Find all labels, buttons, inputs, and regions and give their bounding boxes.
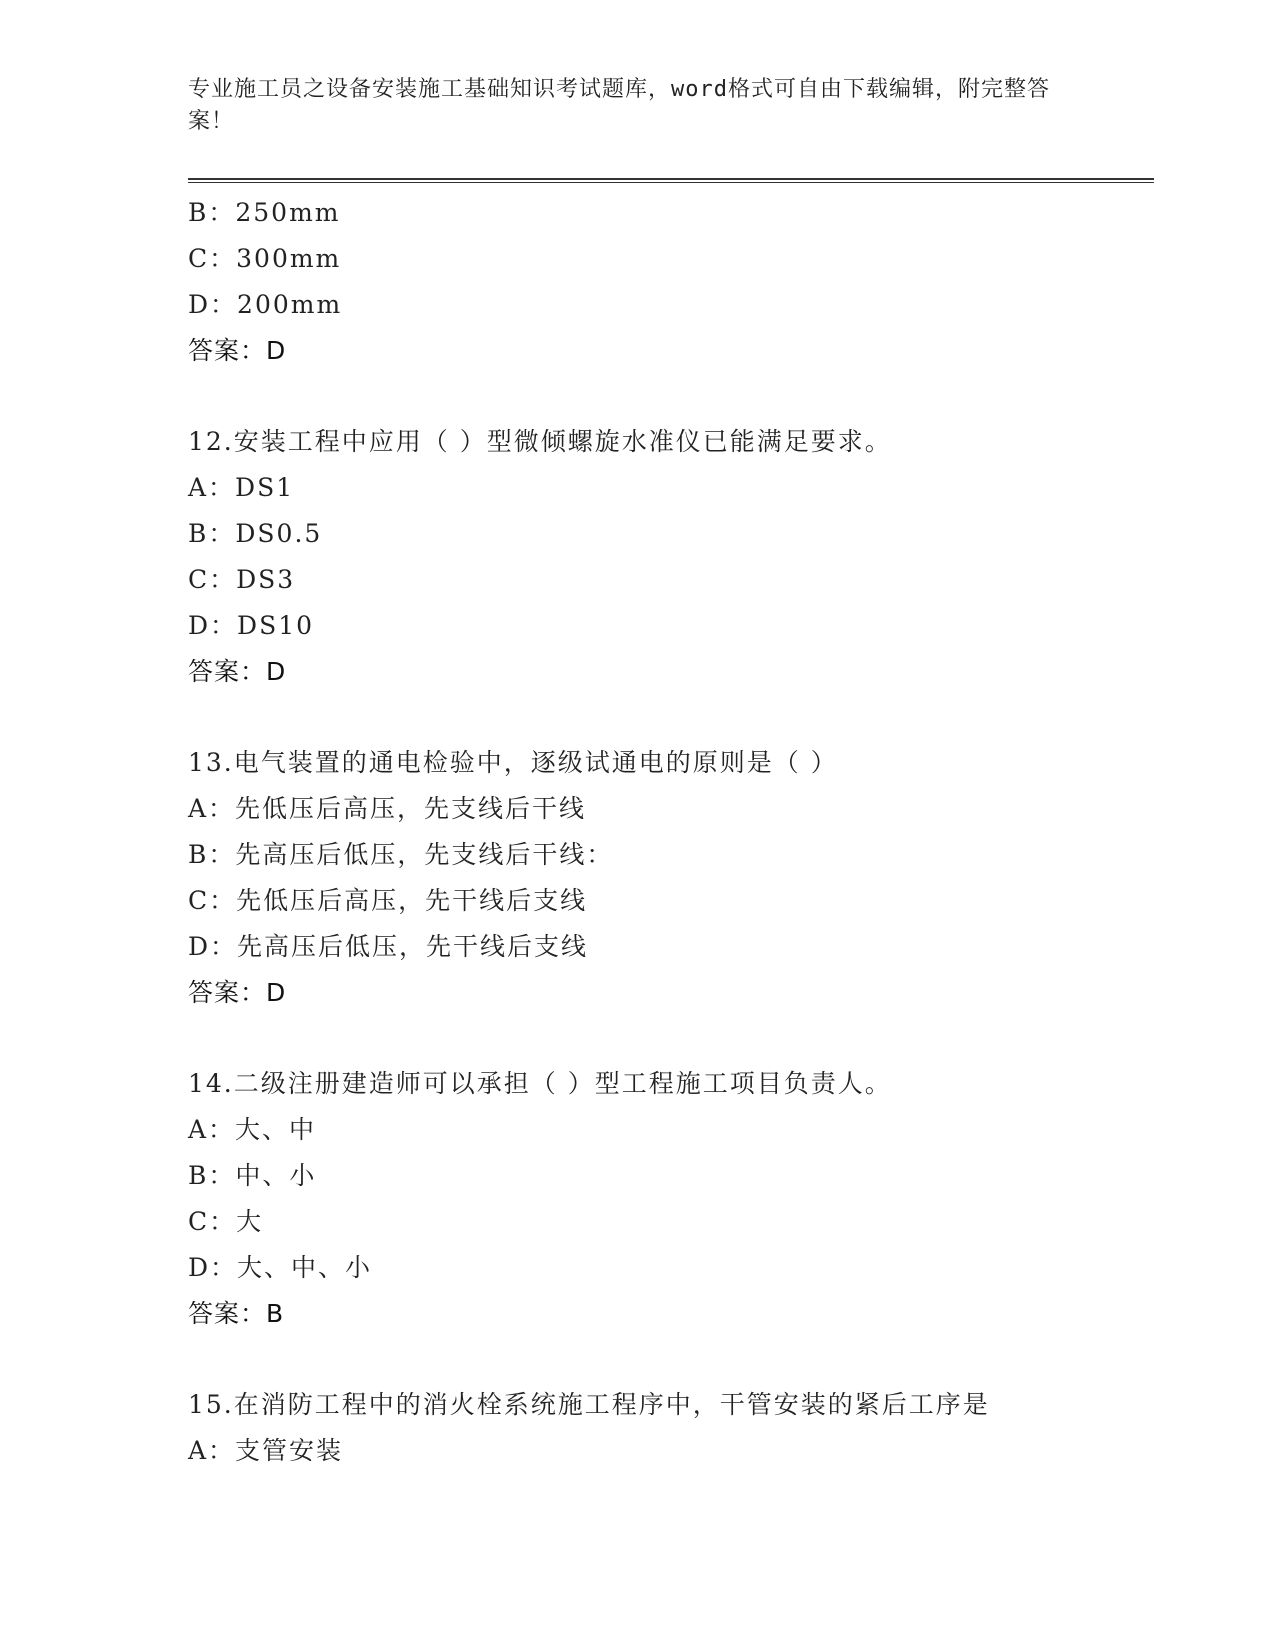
option-b: B：中、小 bbox=[188, 1161, 317, 1190]
option-c: C：DS3 bbox=[188, 565, 296, 594]
question-14 bbox=[188, 1061, 1154, 1337]
question-spacer bbox=[188, 1337, 1154, 1382]
option-c: C：300mm bbox=[188, 244, 342, 273]
option-a: A：大、中 bbox=[188, 1115, 317, 1144]
question-spacer bbox=[188, 695, 1154, 740]
question-12 bbox=[188, 419, 1154, 695]
option-a: A：DS1 bbox=[188, 473, 295, 502]
question-spacer bbox=[188, 1016, 1154, 1061]
question-stem: 15.在消防工程中的消火栓系统施工程序中，干管安装的紧后工序是 bbox=[188, 1390, 990, 1419]
answer-line: 答案：D bbox=[188, 657, 287, 686]
option-b: B：先高压后低压，先支线后干线： bbox=[188, 840, 614, 869]
option-b: B：DS0.5 bbox=[188, 519, 323, 548]
option-d: D：先高压后低压，先干线后支线 bbox=[188, 932, 589, 961]
question-spacer bbox=[188, 374, 1154, 419]
option-d: D：200mm bbox=[188, 290, 343, 319]
question-13 bbox=[188, 740, 1154, 1016]
option-d: D：DS10 bbox=[188, 611, 315, 640]
header-divider-thin bbox=[188, 182, 1154, 183]
answer-line: 答案：B bbox=[188, 1299, 285, 1328]
question-stem: 14.二级注册建造师可以承担（ ）型工程施工项目负责人。 bbox=[188, 1069, 892, 1098]
option-a: A：先低压后高压，先支线后干线 bbox=[188, 794, 587, 823]
question-stem: 12.安装工程中应用（ ）型微倾螺旋水准仪已能满足要求。 bbox=[188, 427, 892, 456]
answer-line: 答案：D bbox=[188, 978, 287, 1007]
question-stem: 13.电气装置的通电检验中，逐级试通电的原则是（ ） bbox=[188, 748, 838, 777]
question-list bbox=[188, 190, 1154, 1474]
question-15 bbox=[188, 1382, 1154, 1474]
option-b: B：250mm bbox=[188, 198, 341, 227]
option-c: C：先低压后高压，先干线后支线 bbox=[188, 886, 588, 915]
header-divider-thick bbox=[188, 178, 1154, 180]
option-c: C：大 bbox=[188, 1207, 264, 1236]
document-header-title: 专业施工员之设备安装施工基础知识考试题库，word格式可自由下载编辑，附完整答案！ bbox=[188, 77, 1050, 134]
option-a: A：支管安装 bbox=[188, 1436, 344, 1465]
option-d: D：大、中、小 bbox=[188, 1253, 373, 1282]
question-11-partial bbox=[188, 190, 1154, 374]
answer-line: 答案：D bbox=[188, 336, 287, 365]
